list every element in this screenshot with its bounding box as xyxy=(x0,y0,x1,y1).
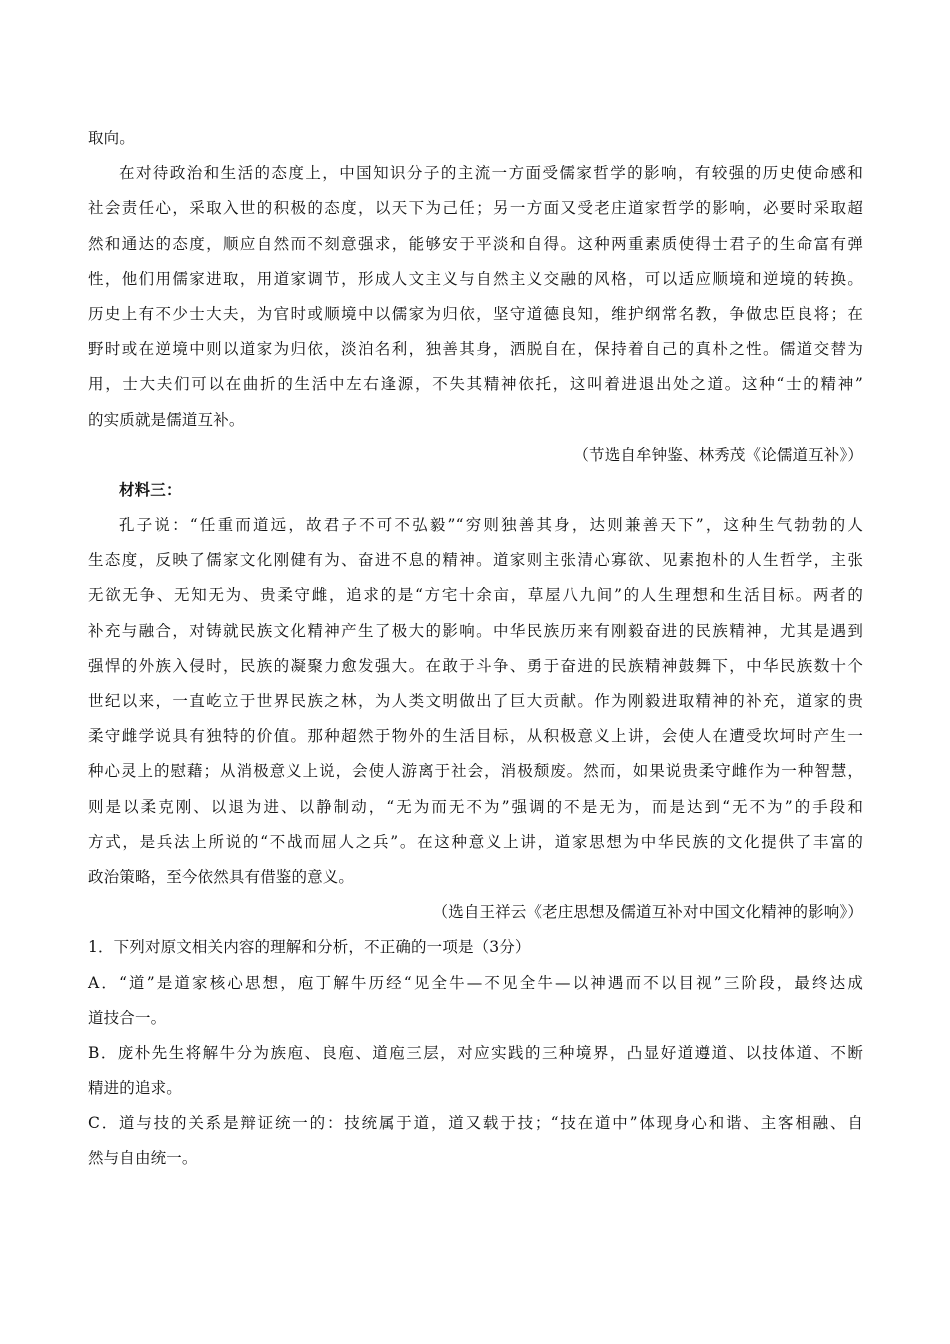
passage1-tail: 取向。 xyxy=(88,129,135,147)
passage1-line: 社会责任心，采取入世的积极的态度，以天下为己任；另一方面又受老庄道家哲学的影响，必要时采取超 xyxy=(88,199,863,218)
document-page xyxy=(88,121,863,1177)
question-1 xyxy=(88,930,863,1176)
option-line: 精进的追求。 xyxy=(88,1079,182,1098)
passage1-line: 性，他们用儒家进取，用道家调节，形成人文主义与自然主义交融的风格，可以适应顺境和逆境的转换。 xyxy=(88,269,863,288)
passage1-line: 野时或在逆境中则以道家为归依，淡泊名利，独善其身，洒脱自在，保持着自己的真朴之性。儒道交替为 xyxy=(88,340,863,359)
passage1-line: 的实质就是儒道互补。 xyxy=(88,410,245,429)
material3-line: 政治策略，至今依然具有借鉴的意义。 xyxy=(88,867,355,886)
passage1-source: （节选自牟钟鉴、林秀茂《论儒道互补》） xyxy=(573,445,863,464)
material3-heading: 材料三： xyxy=(119,480,182,499)
material3-line: 补充与融合，对铸就民族文化精神产生了极大的影响。中华民族历来有刚毅奋进的民族精神，尤其是遇到 xyxy=(88,621,863,640)
material3-source: （选自王祥云《老庄思想及儒道互补对中国文化精神的影响》） xyxy=(432,903,863,922)
option-line: B．庞朴先生将解牛分为族庖、良庖、道庖三层，对应实践的三种境界，凸显好道遵道、以技体道、不断 xyxy=(88,1043,863,1062)
option-line: 然与自由统一。 xyxy=(88,1149,198,1168)
option-b xyxy=(88,1036,863,1106)
material3-line: 世纪以来，一直屹立于世界民族之林，为人类文明做出了巨大贡献。作为刚毅进取精神的补充，道家的贵 xyxy=(88,692,863,710)
material3-line: 方式，是兵法上所说的“不战而屈人之兵”。在这种意义上讲，道家思想为中华民族的文化提供了丰富的 xyxy=(88,832,863,851)
material3-line: 则是以柔克刚、以退为进、以静制动，“无为而无不为”强调的不是无为，而是达到“无不为”的手段和 xyxy=(88,797,863,816)
passage1-line: 用，士大夫们可以在曲折的生活中左右逢源，不失其精神依托，这叫着进退出处之道。这种“士的精神” xyxy=(88,375,863,394)
option-line: A．“道”是道家核心思想，庖丁解牛历经“见全牛—不见全牛—以神遇而不以目视”三阶段，最终达成 xyxy=(88,973,863,992)
passage1-line: 在对待政治和生活的态度上，中国知识分子的主流一方面受儒家哲学的影响，有较强的历史使命感和 xyxy=(119,164,863,183)
material3-line: 种心灵上的慰藉；从消极意义上说，会使人游离于社会，消极颓废。然而，如果说贵柔守雌作为一种智慧， xyxy=(88,762,863,781)
material3-line: 生态度，反映了儒家文化刚健有为、奋进不息的精神。道家则主张清心寡欲、见素抱朴的人生哲学，主张 xyxy=(88,551,863,570)
passage1-paragraph xyxy=(88,156,863,438)
option-a xyxy=(88,966,863,1036)
material3-line: 强悍的外族入侵时，民族的凝聚力愈发强大。在敢于斗争、勇于奋进的民族精神鼓舞下，中华民族数十个 xyxy=(88,656,863,675)
material3-line: 无欲无争、无知无为、贵柔守雌，追求的是“方宅十余亩，草屋八九间”的人生理想和生活目标。两者的 xyxy=(88,586,863,605)
option-line: 道技合一。 xyxy=(88,1008,167,1027)
option-line: C．道与技的关系是辩证统一的：技统属于道，道又载于技；“技在道中”体现身心和谐、主客相融、自 xyxy=(88,1114,863,1133)
passage1-line: 历史上有不少士大夫，为官时或顺境中以儒家为归依，坚守道德良知，维护纲常名教，争做忠臣良将；在 xyxy=(88,304,863,323)
material3-paragraph xyxy=(88,508,863,895)
material3-line: 孔子说：“任重而道远，故君子不可不弘毅”“穷则独善其身，达则兼善天下”，这种生气勃勃的人 xyxy=(119,516,863,535)
material3-line: 柔守雌学说具有独特的价值。那种超然于物外的生活目标，从积极意义上讲，会使人在遭受坎坷时产生一 xyxy=(88,727,863,746)
option-c xyxy=(88,1106,863,1176)
passage1-line: 然和通达的态度，顺应自然而不刻意强求，能够安于平淡和自得。这种两重素质使得士君子的生命富有弹 xyxy=(88,234,863,253)
question-stem: 1．下列对原文相关内容的理解和分析，不正确的一项是（3分） xyxy=(88,938,531,957)
